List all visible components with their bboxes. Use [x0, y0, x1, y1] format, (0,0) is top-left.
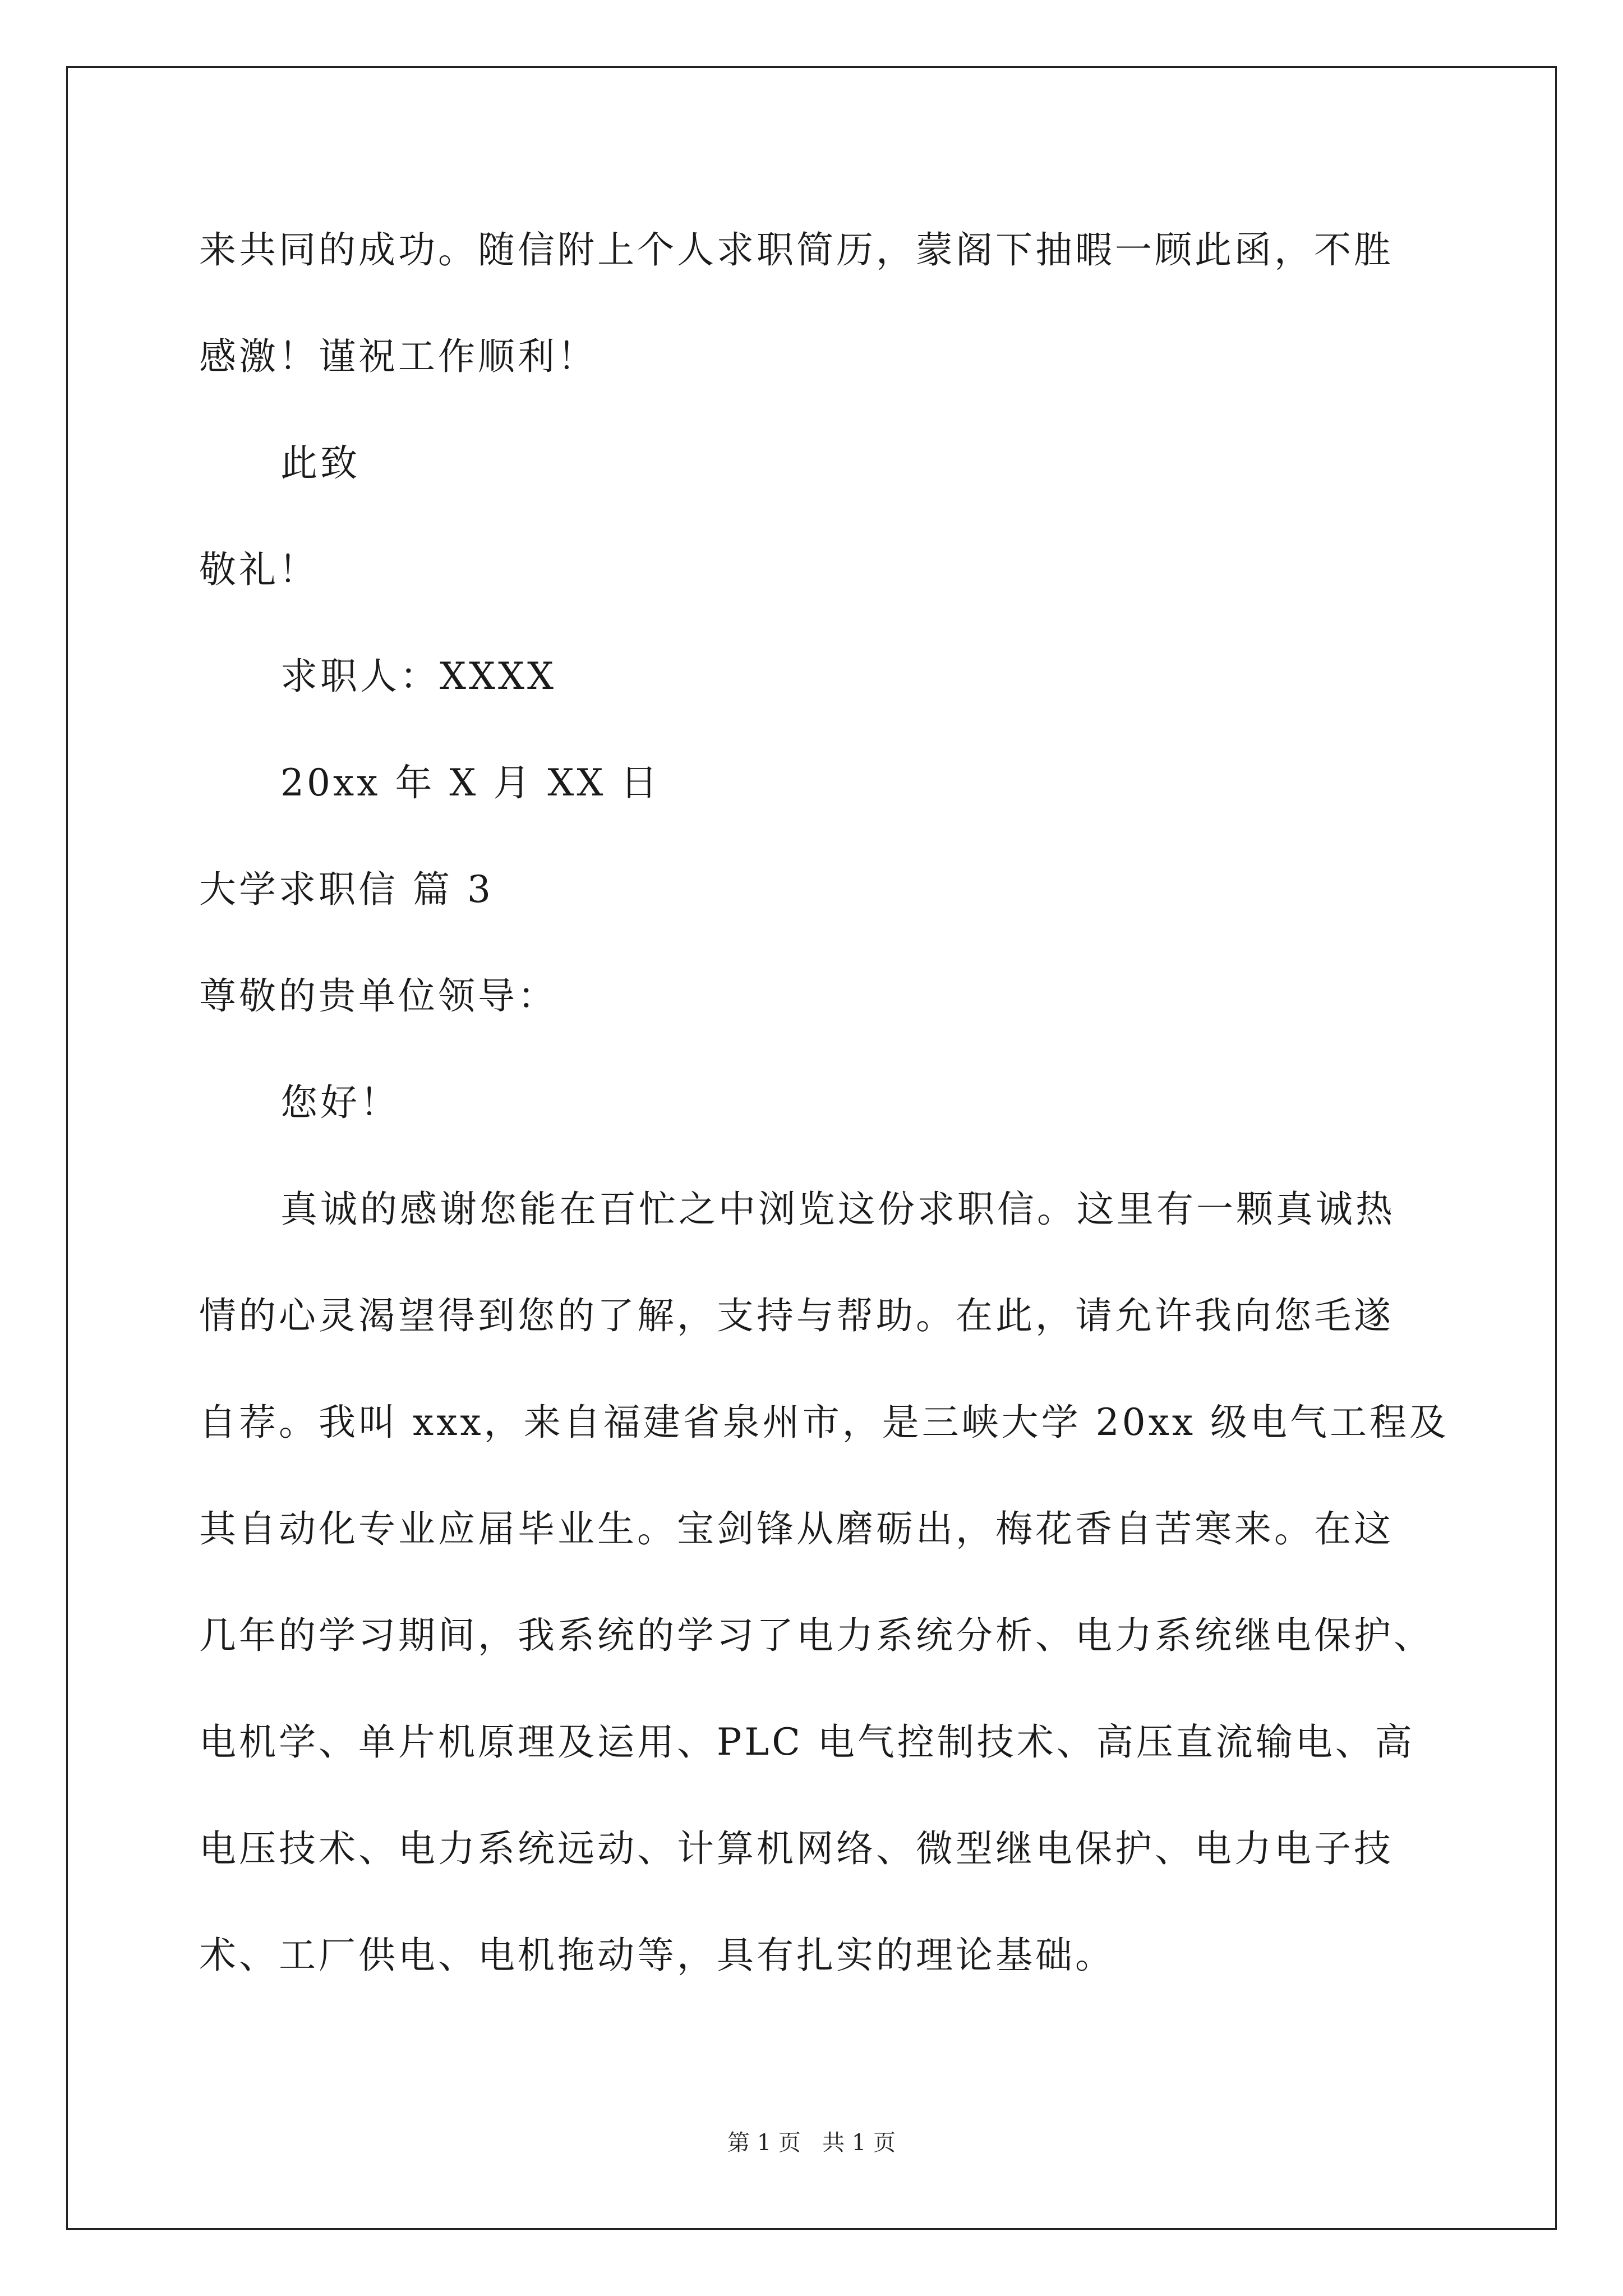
paragraph-line: 感激！谨祝工作顺利！ [199, 335, 597, 378]
page-border [66, 66, 1557, 2230]
letter-date: 20xx 年 X 月 XX 日 [280, 761, 661, 804]
letter-hello: 您好！ [280, 1081, 400, 1124]
page-number: 第 1 页 共 1 页 [727, 2130, 896, 2156]
closing-respect: 敬礼！ [199, 548, 319, 591]
paragraph-line: 几年的学习期间，我系统的学习了电力系统分析、电力系统继电保护、 [199, 1614, 1433, 1657]
paragraph-line: 自荐。我叫 xxx，来自福建省泉州市，是三峡大学 20xx 级电气工程及 [199, 1401, 1450, 1444]
paragraph-line: 情的心灵渴望得到您的了解，支持与帮助。在此，请允许我向您毛遂 [199, 1294, 1394, 1337]
paragraph-line: 电机学、单片机原理及运用、PLC 电气控制技术、高压直流输电、高 [199, 1720, 1415, 1764]
closing-salutation: 此致 [280, 441, 360, 485]
paragraph-line: 术、工厂供电、电机拖动等，具有扎实的理论基础。 [199, 1934, 1115, 1977]
paragraph-line: 电压技术、电力系统远动、计算机网络、微型继电保护、电力电子技 [199, 1827, 1394, 1870]
paragraph-line: 来共同的成功。随信附上个人求职简历，蒙阁下抽暇一顾此函，不胜 [199, 228, 1394, 272]
paragraph-line: 其自动化专业应届毕业生。宝剑锋从磨砺出，梅花香自苦寒来。在这 [199, 1507, 1394, 1550]
paragraph-line: 真诚的感谢您能在百忙之中浏览这份求职信。这里有一颗真诚热 [280, 1188, 1395, 1231]
section-title: 大学求职信 篇 3 [199, 868, 494, 911]
applicant-signature: 求职人：XXXX [280, 655, 556, 698]
letter-greeting: 尊敬的贵单位领导： [199, 974, 557, 1018]
